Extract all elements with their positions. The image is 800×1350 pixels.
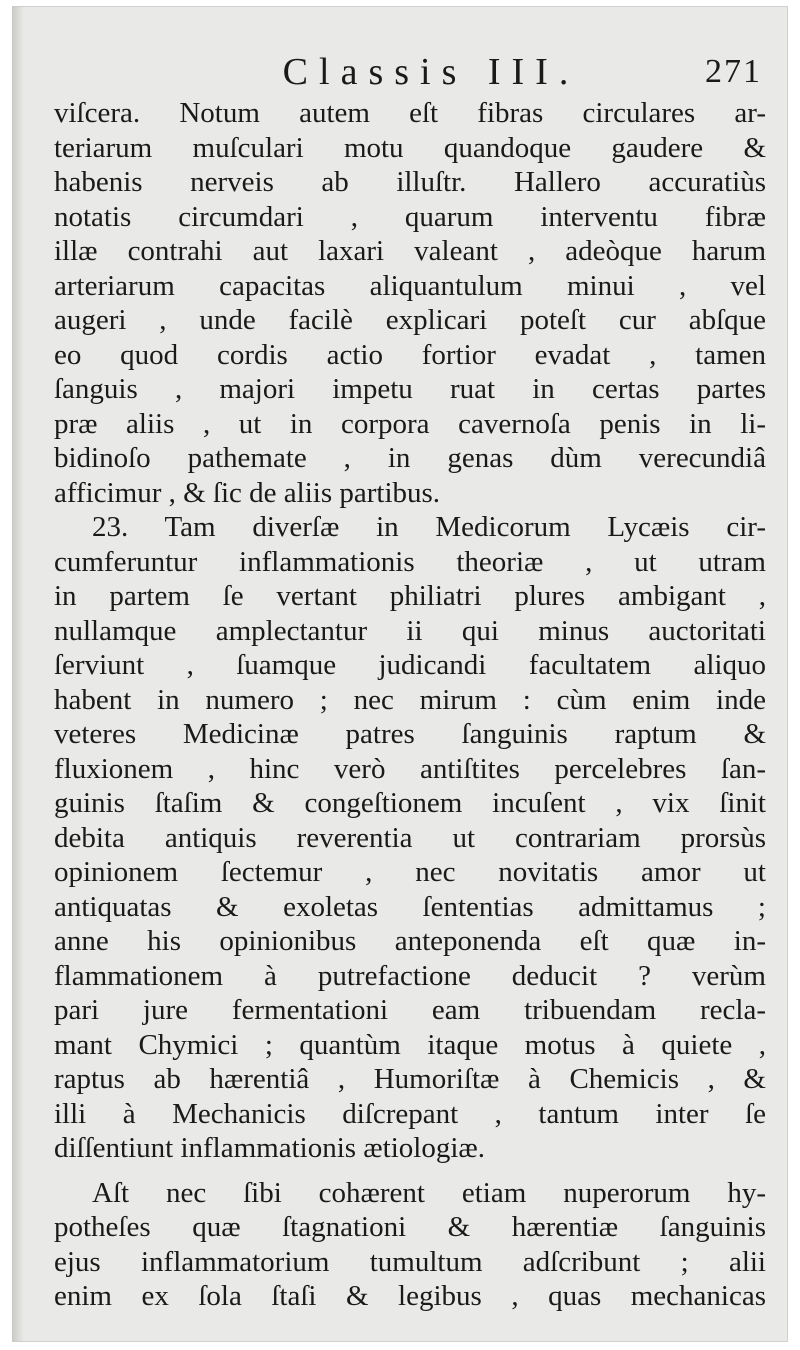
text-line: debita antiquis reverentia ut contrariam prorsùs: [54, 821, 766, 854]
paragraph-continued: [54, 96, 766, 510]
text-line: in partem ſe vertant philiatri plures ambigant ,: [54, 580, 766, 612]
text-line: illi à Mechanicis diſcrepant , tantum inter ſe: [54, 1097, 766, 1130]
text-line: augeri , unde facilè explicari poteſt cur abſque: [54, 304, 766, 336]
text-line: nullamque amplectantur ii qui minus auctoritati: [54, 614, 766, 647]
text-line: afficimur , & ſic de aliis partibus.: [54, 476, 441, 509]
page-number: 271: [705, 53, 762, 90]
text-line: habent in numero ; nec mirum : cùm enim inde: [54, 683, 766, 716]
text-line: diſſentiunt inflammationis ætiologiæ.: [54, 1132, 485, 1164]
text-line: guinis ſtaſim & congeſtionem incuſent , vix ſinit: [54, 787, 766, 819]
page-body: [54, 96, 766, 1314]
text-line: potheſes quæ ſtagnationi & hærentiæ ſanguinis: [54, 1211, 766, 1243]
text-line: eo quod cordis actio fortior evadat , tamen: [54, 338, 766, 371]
text-line: ejus inflammatorium tumultum adſcribunt ; alii: [54, 1245, 766, 1278]
running-head-title: Classis III.: [282, 51, 580, 93]
text-line: enim ex ſola ſtaſi & legibus , quas mechanicas: [54, 1280, 766, 1312]
text-line: raptus ab hærentiâ , Humoriſtæ à Chemicis , &: [54, 1063, 766, 1095]
text-line: bidinoſo pathemate , in genas dùm verecundiâ: [54, 442, 766, 474]
text-line: fluxionem , hinc verò antiſtites percelebres ſan-: [54, 752, 766, 785]
text-line: arteriarum capacitas aliquantulum minui , vel: [54, 269, 766, 302]
paragraph-section-23: [54, 510, 766, 1166]
running-head: [54, 46, 768, 98]
text-line: opinionem ſectemur , nec novitatis amor ut: [54, 856, 766, 888]
text-line: notatis circumdari , quarum interventu fibræ: [54, 200, 766, 233]
text-line: flammationem à putrefactione deducit ? verùm: [54, 959, 766, 992]
text-line: Aſt nec ſibi cohærent etiam nuperorum hy-: [92, 1176, 766, 1209]
text-line: pari jure fermentationi eam tribuendam recla-: [54, 994, 766, 1026]
book-page: [12, 6, 788, 1342]
paragraph-ast: [54, 1176, 766, 1314]
text-line: ſerviunt , ſuamque judicandi facultatem aliquo: [54, 649, 766, 681]
text-line: mant Chymici ; quantùm itaque motus à quiete ,: [54, 1028, 766, 1061]
text-line: anne his opinionibus anteponenda eſt quæ in-: [54, 925, 766, 957]
text-line: viſcera. Notum autem eſt fibras circulares ar-: [54, 97, 766, 129]
text-line: habenis nerveis ab illuſtr. Hallero accuratiùs: [54, 166, 766, 198]
text-line: cumferuntur inflammationis theoriæ , ut utram: [54, 545, 766, 578]
text-line: teriarum muſculari motu quandoque gaudere &: [54, 131, 766, 164]
text-line: antiquatas & exoletas ſententias admittamus ;: [54, 890, 766, 923]
text-line: præ aliis , ut in corpora cavernoſa penis in li-: [54, 407, 766, 440]
text-line: ſanguis , majori impetu ruat in certas partes: [54, 373, 766, 405]
text-line: illæ contrahi aut laxari valeant , adeòque harum: [54, 235, 766, 267]
text-line: veteres Medicinæ patres ſanguinis raptum &: [54, 718, 766, 750]
text-line: 23. Tam diverſæ in Medicorum Lycæis cir-: [92, 511, 766, 543]
